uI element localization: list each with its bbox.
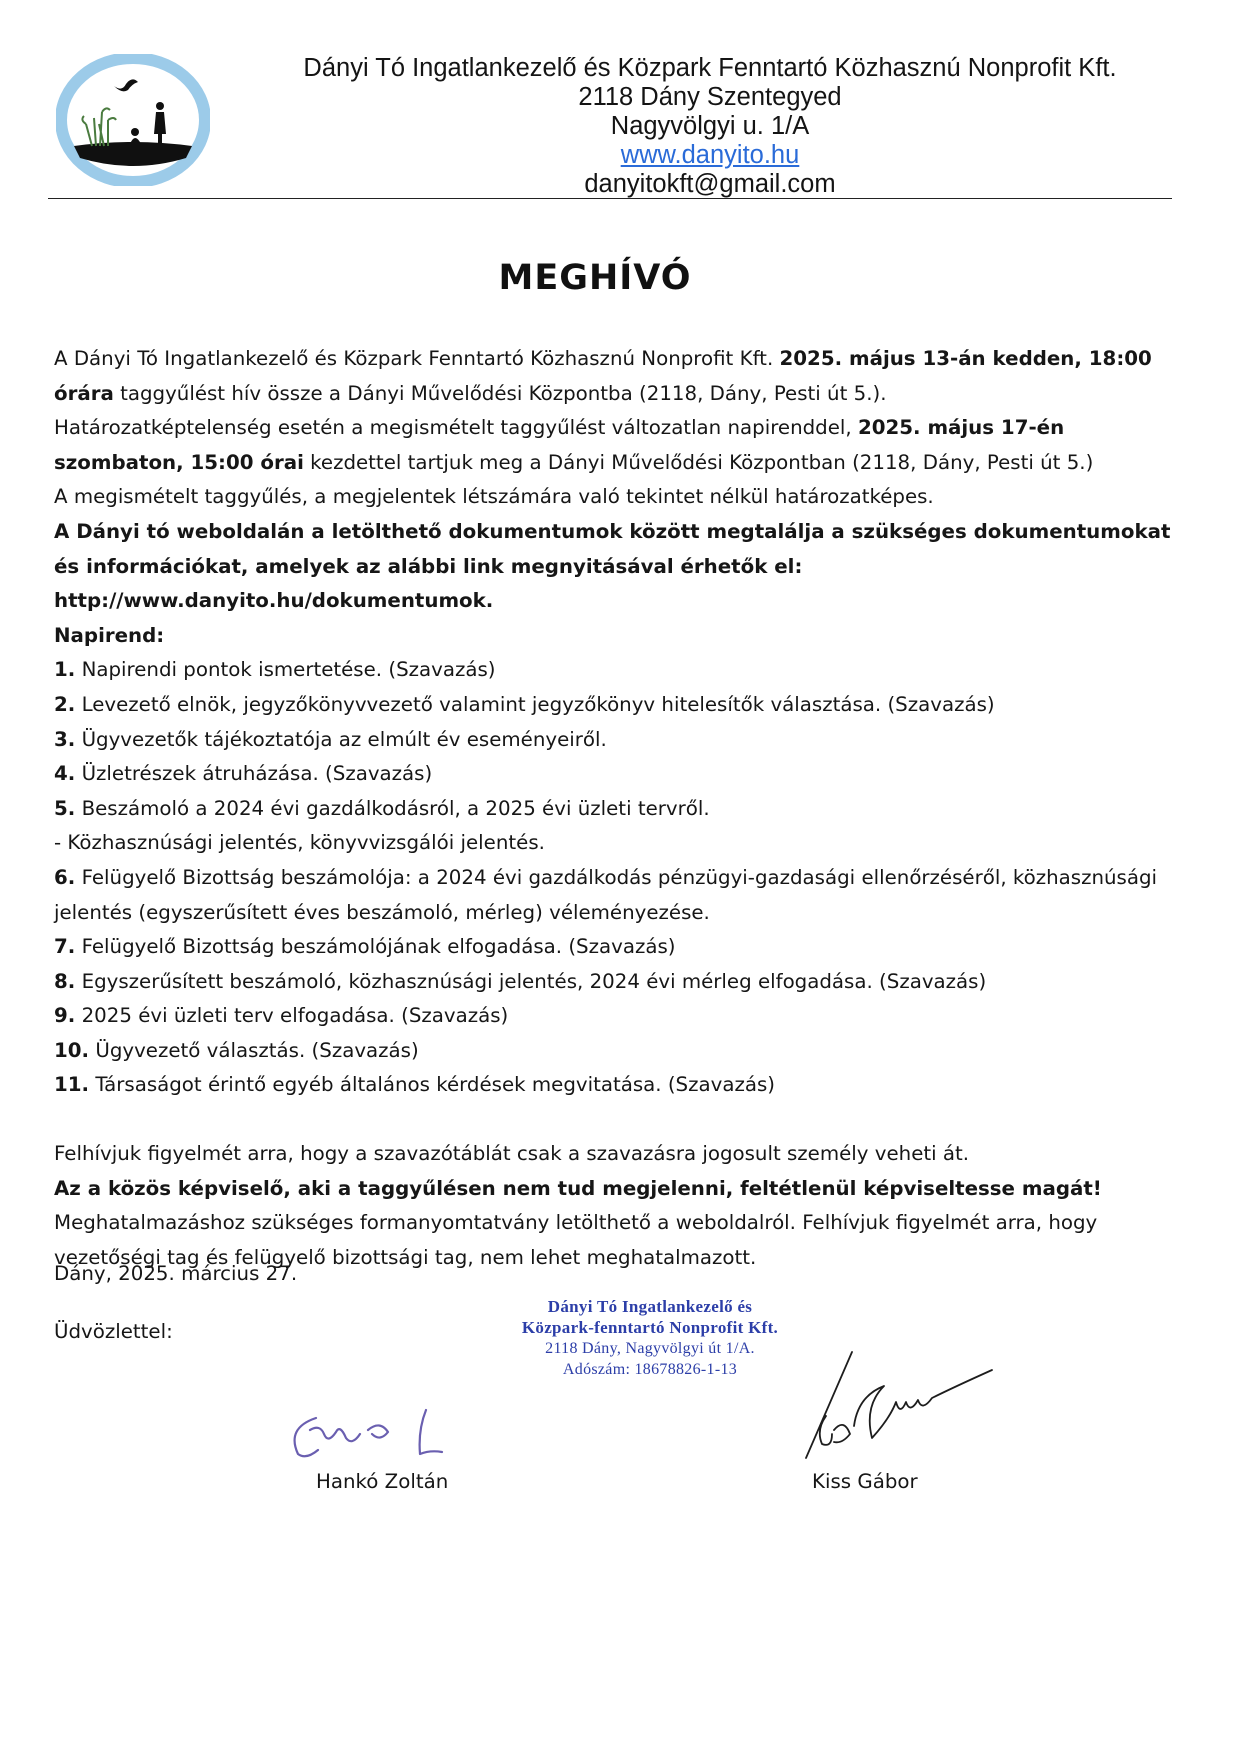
agenda-item-number: 5. <box>54 796 76 820</box>
website-link[interactable]: www.danyito.hu <box>620 141 800 169</box>
agenda-item-text: Beszámoló a 2024 évi gazdálkodásról, a 2025 évi üzleti tervről. <box>75 796 710 820</box>
agenda-item <box>54 1034 1190 1069</box>
agenda-item <box>54 653 1190 688</box>
representation-notice: Az a közös képviselő, aki a taggyűlésen nem tud megjelenni, feltétlenül képviseltesse magát! <box>54 1176 1102 1200</box>
proxy-notice: Meghatalmazáshoz szükséges formanyomtatvány letölthető a weboldalról. Felhívjuk figyelmét arra, hogy vezetőségi tag és felügyelő bizottsági tag, nem lehet meghatalmazott. <box>54 1211 1098 1269</box>
agenda-item <box>54 688 1190 723</box>
agenda-item-text: Felügyelő Bizottság beszámolójának elfogadása. (Szavazás) <box>75 935 676 959</box>
agenda-list <box>54 653 1190 1103</box>
agenda-item-number: 7. <box>54 935 76 959</box>
agenda-item-text: - Közhasznúsági jelentés, könyvvizsgálói jelentés. <box>54 831 545 855</box>
agenda-subitem <box>54 826 1190 861</box>
repeat-meeting-date-bold: 2025. május 17-én szombaton, 15:00 órai <box>54 416 1065 474</box>
signature-left <box>276 1400 466 1464</box>
organization-name: Dányi Tó Ingatlankezelő és Közpark Fenntartó Közhasznú Nonprofit Kft. <box>303 54 1117 82</box>
issue-date: Dány, 2025. március 27. <box>54 1262 298 1285</box>
agenda-item-text: Üzletrészek átruházása. (Szavazás) <box>75 762 433 786</box>
quorum-paragraph: A megismételt taggyűlés, a megjelentek létszámára való tekintet nélkül határozatképes. <box>54 485 934 509</box>
email-address: danyitokft@gmail.com <box>584 170 836 198</box>
agenda-item-text: Egyszerűsített beszámoló, közhasznúsági jelentés, 2024 évi mérleg elfogadása. (Szavazás) <box>75 969 987 993</box>
agenda-item <box>54 1068 1190 1103</box>
repeat-meeting-location-text: kezdettel tartjuk meg a Dányi Művelődési Központban (2118, Dány, Pesti út 5.) <box>303 450 1094 474</box>
meeting-location-text: taggyűlést hív össze a Dányi Művelődési Központba (2118, Dány, Pesti út 5.). <box>113 381 887 405</box>
stamp-line-2: Közpark-fenntartó Nonprofit Kft. <box>521 1318 779 1337</box>
documents-paragraph: A Dányi tó weboldalán a letölthető dokumentumok között megtalálja a szükséges dokumentumokat és információkat, amelyek az alábbi link megnyitásával érhetők el: http://www.danyito.hu/dokumentumok. <box>54 519 1171 613</box>
stamp-line-3: 2118 Dány, Nagyvölgyi út 1/A. <box>545 1340 755 1357</box>
stamp-line-4: Adószám: 18678826-1-13 <box>562 1361 738 1378</box>
agenda-item-text: Felügyelő Bizottság beszámolója: a 2024 évi gazdálkodás pénzügyi-gazdasági ellenőrzéséről, közhasznúsági jelentés (egyszerűsített éves beszámoló, mérleg) véleményezése. <box>54 865 1158 924</box>
agenda-item <box>54 965 1190 1000</box>
address-line-2: Nagyvölgyi u. 1/A <box>610 112 810 140</box>
greeting: Üdvözlettel: <box>54 1320 173 1343</box>
agenda-item-number: 2. <box>54 692 76 716</box>
meeting-text: A Dányi Tó Ingatlankezelő és Közpark Fenntartó Közhasznú Nonprofit Kft. <box>54 347 780 370</box>
lake-logo-icon <box>56 54 210 186</box>
agenda-item <box>54 930 1190 965</box>
agenda-item-number: 4. <box>54 762 76 786</box>
address-line-1: 2118 Dány Szentegyed <box>578 83 842 111</box>
agenda-item-number: 6. <box>54 865 76 889</box>
agenda-item-number: 8. <box>54 969 76 993</box>
agenda-item <box>54 999 1190 1034</box>
repeat-meeting-text: Határozatképtelenség esetén a megismételt taggyűlést változatlan napirenddel, <box>54 416 858 440</box>
repeat-meeting-paragraph <box>54 411 1190 480</box>
meeting-date-bold: 2025. május 13-án kedden, 18:00 órára <box>54 347 1152 405</box>
spacer <box>54 1103 1190 1137</box>
agenda-item <box>54 861 1190 930</box>
agenda-heading: Napirend: <box>54 623 165 647</box>
agenda-item-number: 9. <box>54 1004 76 1028</box>
agenda-item <box>54 792 1190 827</box>
invitation-body <box>54 342 1190 1275</box>
stamp-line-1: Dányi Tó Ingatlankezelő és <box>547 1297 753 1316</box>
header-divider <box>48 198 1172 199</box>
ballot-notice: Felhívjuk figyelmét arra, hogy a szavazótáblát csak a szavazásra jogosult személy veheti át. <box>54 1142 970 1166</box>
signature-right <box>790 1346 1050 1462</box>
agenda-item-text: Levezető elnök, jegyzőkönyvvezető valamint jegyzőkönyv hitelesítők választása. (Szavazás) <box>75 692 995 716</box>
agenda-item-text: Ügyvezetők tájékoztatója az elmúlt év eseményeiről. <box>75 727 607 751</box>
agenda-item <box>54 723 1190 758</box>
agenda-item-number: 3. <box>54 727 76 751</box>
signer-left-name: Hankó Zoltán <box>316 1470 449 1493</box>
agenda-item-number: 1. <box>54 658 76 682</box>
page-title: MEGHÍVÓ <box>498 258 692 298</box>
agenda-item-text: Társaságot érintő egyéb általános kérdések megvitatása. (Szavazás) <box>89 1073 775 1097</box>
agenda-item-number: 11. <box>54 1073 90 1097</box>
agenda-item-text: 2025 évi üzleti terv elfogadása. (Szavazás) <box>75 1004 509 1028</box>
organization-header <box>260 54 1160 199</box>
signer-right-name: Kiss Gábor <box>812 1470 918 1493</box>
agenda-item-text: Napirendi pontok ismertetése. (Szavazás) <box>75 658 496 682</box>
agenda-item <box>54 757 1190 792</box>
agenda-item-number: 10. <box>54 1038 90 1062</box>
meeting-paragraph <box>54 342 1190 411</box>
agenda-item-text: Ügyvezető választás. (Szavazás) <box>89 1038 419 1062</box>
company-stamp <box>500 1296 800 1380</box>
